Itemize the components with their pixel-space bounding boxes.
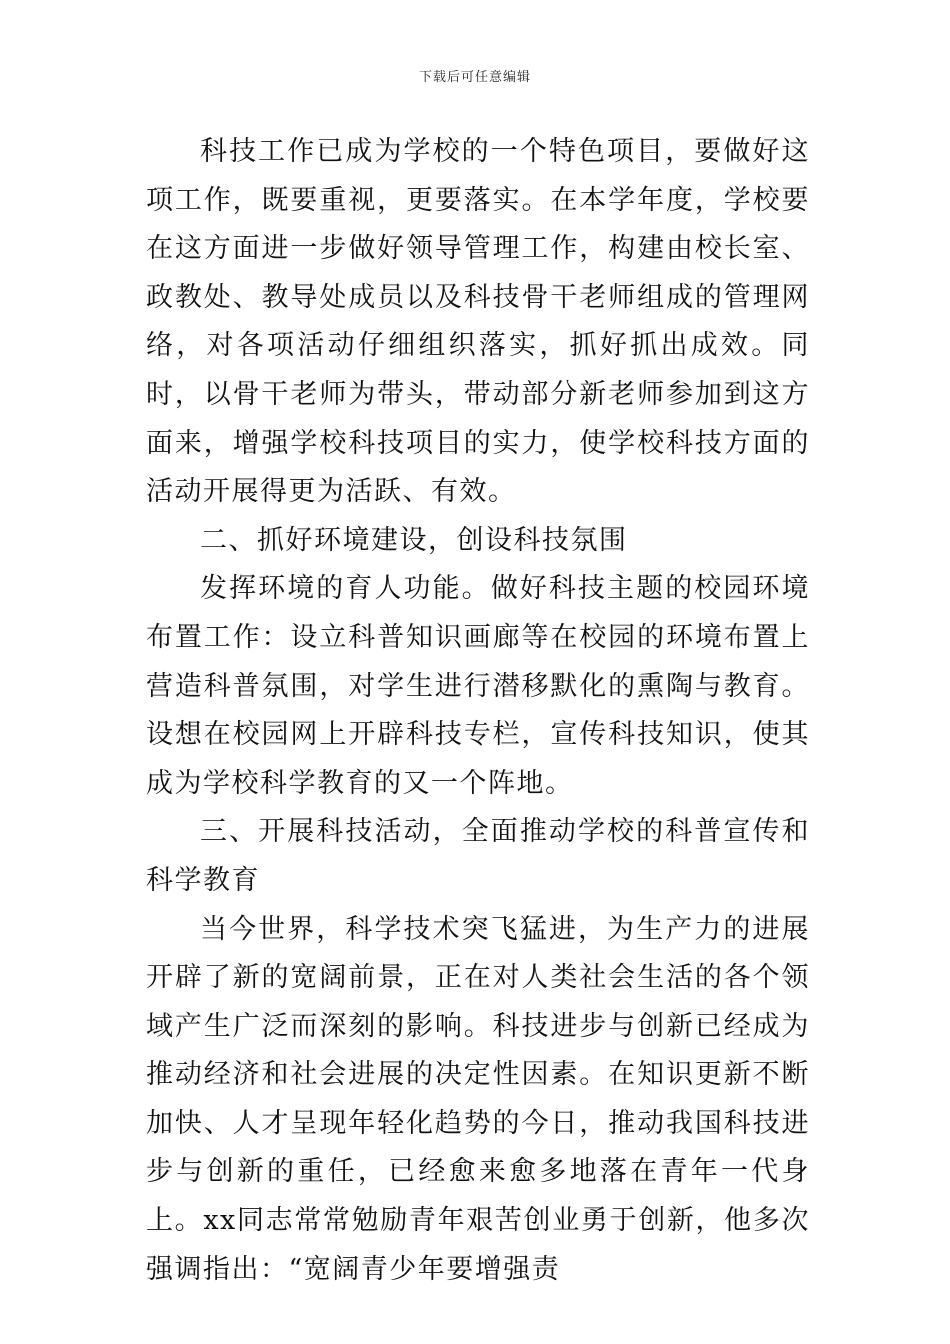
document-body: [146, 128, 810, 1294]
header-note: 下载后可任意编辑: [418, 70, 531, 85]
section-heading-activities: 三、开展科技活动，全面推动学校的科普宣传和科学教育: [146, 816, 810, 896]
paragraph-management: 科技工作已成为学校的一个特色项目，要做好这项工作，既要重视，更要落实。在本学年度，学校要在这方面进一步做好领导管理工作，构建由校长室、政教处、教导处成员以及科技骨干老师组成的管理网络，对各项活动仔细组织落实，抓好抓出成效。同时，以骨干老师为带头，带动部分新老师参加到这方面来，增强学校科技项目的实力，使学校科技方面的活动开展得更为活跃、有效。: [146, 136, 810, 508]
paragraph-science-technology: 当今世界，科学技术突飞猛进，为生产力的进展开辟了新的宽阔前景，正在对人类社会生活的各个领域产生广泛而深刻的影响。科技进步与创新已经成为推动经济和社会进展的决定性因素。在知识更新不断加快、人才呈现年轻化趋势的今日，推动我国科技进步与创新的重任，已经愈来愈多地落在青年一代身上。xx同志常常勉励青年艰苦创业勇于创新，他多次强调指出：“宽阔青少年要增强责: [146, 913, 810, 1285]
paragraph-environment: 发挥环境的育人功能。做好科技主题的校园环境布置工作：设立科普知识画廊等在校园的环境布置上营造科普氛围，对学生进行潜移默化的熏陶与教育。设想在校园网上开辟科技专栏，宣传科技知识，使其成为学校科学教育的又一个阵地。: [146, 573, 810, 799]
section-heading-environment: 二、抓好环境建设，创设科技氛围: [200, 524, 628, 556]
